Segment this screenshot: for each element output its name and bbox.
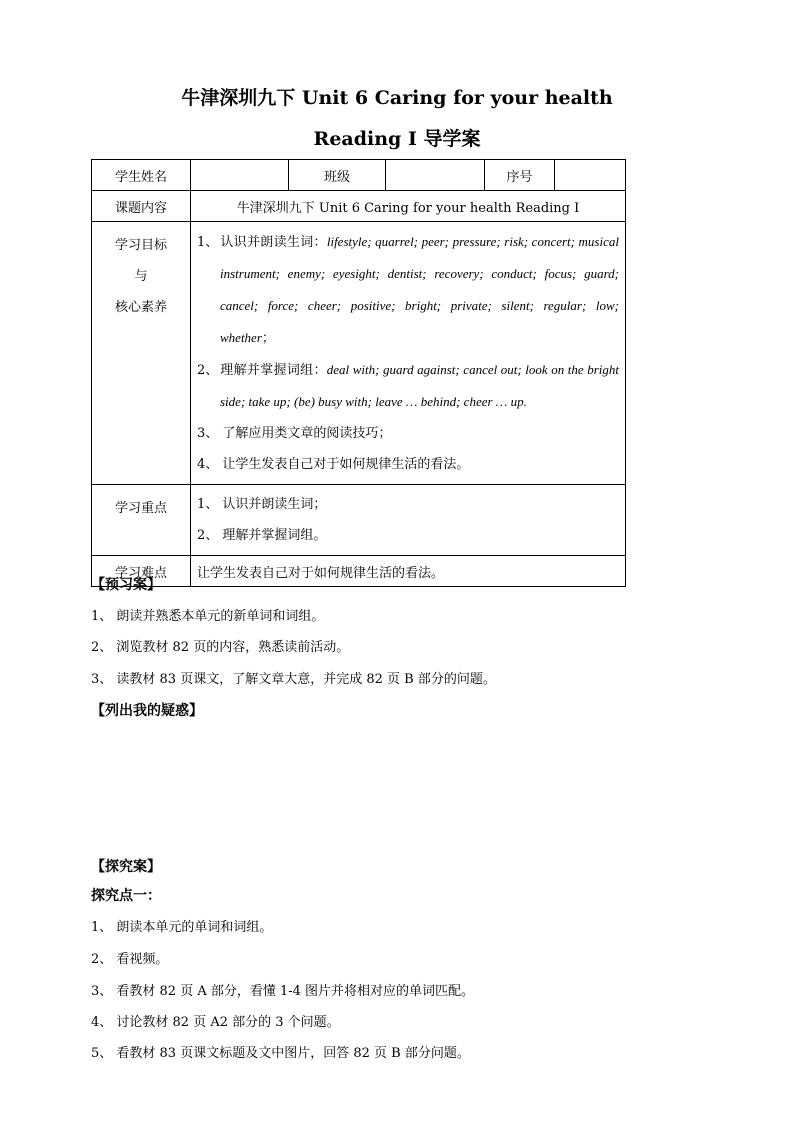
- explore-item-3: 3、 看教材 82 页 A 部分，看懂 1-4 图片并将相对应的单词匹配。: [91, 984, 475, 999]
- doubts-heading: 【列出我的疑惑】: [91, 703, 203, 719]
- goal-item-1: 1、 认识并朗读生词：lifestyle; quarrel; peer; pressure; risk; concert; musical instrument; enemy; eyesight; dentist; recovery; conduct; focus; guard; cancel; force; cheer; positive; bright; private; silent; regular; low; whether；: [197, 234, 619, 346]
- explore-item-1: 1、 朗读本单元的单词和词组。: [91, 920, 273, 935]
- goals-label-line3: 核心素养: [114, 300, 167, 315]
- key-point-1: 1、 认识并朗读生词；: [197, 497, 327, 512]
- page-subtitle: Reading I 导学案: [313, 128, 481, 150]
- explore-item-2: 2、 看视频。: [91, 952, 169, 967]
- preview-heading: 【预习案】: [91, 577, 161, 593]
- goal-item-4: 4、 让学生发表自己对于如何规律生活的看法。: [197, 457, 470, 472]
- goal-item-3: 3、 了解应用类文章的阅读技巧；: [197, 426, 392, 441]
- difficulty-value: 让学生发表自己对于如何规律生活的看法。: [191, 556, 626, 587]
- goals-label-line2: 与: [134, 269, 148, 284]
- goals-content: [191, 222, 626, 485]
- preview-item-2: 2、 浏览教材 82 页的内容，熟悉读前活动。: [91, 640, 350, 655]
- explore-item-4: 4、 讨论教材 82 页 A2 部分的 3 个问题。: [91, 1015, 340, 1030]
- lesson-info-table: [91, 159, 626, 587]
- key-point-2: 2、 理解并掌握词组。: [197, 528, 327, 543]
- explore-heading: 【探究案】: [91, 859, 161, 875]
- student-name-field[interactable]: [191, 160, 289, 191]
- page-title: 牛津深圳九下 Unit 6 Caring for your health: [181, 87, 613, 109]
- preview-item-1: 1、 朗读并熟悉本单元的新单词和词组。: [91, 609, 325, 624]
- explore-point-heading: 探究点一：: [91, 888, 161, 904]
- explore-item-5: 5、 看教材 83 页课文标题及文中图片，回答 82 页 B 部分问题。: [91, 1046, 470, 1061]
- class-field[interactable]: [386, 160, 485, 191]
- seat-label: 序号: [485, 160, 555, 191]
- goals-label: [92, 222, 191, 485]
- seat-field[interactable]: [555, 160, 626, 191]
- student-name-label: 学生姓名: [92, 160, 191, 191]
- preview-item-3: 3、 读教材 83 页课文，了解文章大意，并完成 82 页 B 部分的问题。: [91, 672, 496, 687]
- difficulty-label: 学习难点: [92, 556, 191, 587]
- class-label: 班级: [289, 160, 386, 191]
- topic-value: 牛津深圳九下 Unit 6 Caring for your health Reading I: [191, 191, 626, 222]
- key-points-label: 学习重点: [92, 485, 191, 556]
- topic-label: 课题内容: [92, 191, 191, 222]
- goals-label-line1: 学习目标: [114, 238, 167, 253]
- key-points-content: [191, 485, 626, 556]
- doubts-writing-area[interactable]: [91, 726, 625, 851]
- goal-item-2: 2、 理解并掌握词组：deal with; guard against; cancel out; look on the bright side; take up; (be) busy with; leave … behind; cheer … up.: [197, 362, 620, 409]
